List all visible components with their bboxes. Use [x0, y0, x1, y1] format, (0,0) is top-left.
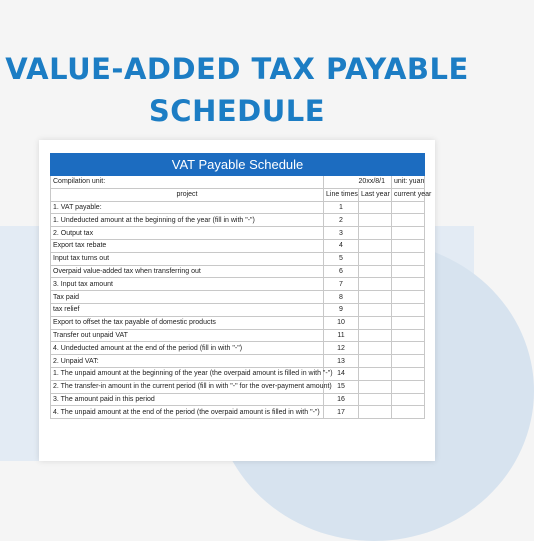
current-year-cell[interactable]	[392, 265, 425, 278]
project-cell[interactable]: 1. The unpaid amount at the beginning of the year (the overpaid amount is filled in with "-")	[51, 367, 324, 380]
header-current-year[interactable]: current year	[392, 188, 425, 201]
last-year-cell[interactable]	[359, 278, 392, 291]
line-number-cell[interactable]: 9	[324, 303, 359, 316]
table-meta-row	[51, 176, 425, 189]
table-row	[51, 239, 425, 252]
project-cell[interactable]: 4. The unpaid amount at the end of the period (the overpaid amount is filled in with "-")	[51, 406, 324, 419]
project-cell[interactable]: 1. VAT payable:	[51, 201, 324, 214]
page-title-line-1: VALUE-ADDED TAX PAYABLE	[5, 52, 469, 86]
current-year-cell[interactable]	[392, 406, 425, 419]
current-year-cell[interactable]	[392, 252, 425, 265]
current-year-cell[interactable]	[392, 316, 425, 329]
header-project[interactable]: project	[51, 188, 324, 201]
current-year-cell[interactable]	[392, 303, 425, 316]
line-number-cell[interactable]: 8	[324, 291, 359, 304]
line-number-cell[interactable]: 4	[324, 239, 359, 252]
last-year-cell[interactable]	[359, 201, 392, 214]
project-cell[interactable]: 4. Undeducted amount at the end of the period (fill in with "-")	[51, 342, 324, 355]
current-year-cell[interactable]	[392, 214, 425, 227]
project-cell[interactable]: Export to offset the tax payable of domestic products	[51, 316, 324, 329]
project-cell[interactable]: 2. Output tax	[51, 227, 324, 240]
project-cell[interactable]: Tax paid	[51, 291, 324, 304]
table-row	[51, 265, 425, 278]
header-line-times[interactable]: Line times	[324, 188, 359, 201]
last-year-cell[interactable]	[359, 239, 392, 252]
current-year-cell[interactable]	[392, 227, 425, 240]
last-year-cell[interactable]	[359, 380, 392, 393]
project-cell[interactable]: 3. The amount paid in this period	[51, 393, 324, 406]
project-cell[interactable]: 1. Undeducted amount at the beginning of the year (fill in with "-")	[51, 214, 324, 227]
line-number-cell[interactable]: 16	[324, 393, 359, 406]
table-title: VAT Payable Schedule	[51, 154, 425, 176]
last-year-cell[interactable]	[359, 291, 392, 304]
table-row	[51, 316, 425, 329]
page-title	[0, 48, 474, 132]
project-cell[interactable]: tax relief	[51, 303, 324, 316]
compilation-unit-label[interactable]: Compilation unit:	[51, 176, 324, 189]
last-year-cell[interactable]	[359, 252, 392, 265]
last-year-cell[interactable]	[359, 265, 392, 278]
line-number-cell[interactable]: 3	[324, 227, 359, 240]
line-number-cell[interactable]: 11	[324, 329, 359, 342]
table-row	[51, 367, 425, 380]
table-row	[51, 393, 425, 406]
line-number-cell[interactable]: 7	[324, 278, 359, 291]
current-year-cell[interactable]	[392, 329, 425, 342]
vat-table	[50, 153, 432, 419]
last-year-cell[interactable]	[359, 329, 392, 342]
current-year-cell[interactable]	[392, 278, 425, 291]
line-number-cell[interactable]: 6	[324, 265, 359, 278]
unit-cell[interactable]: unit: yuan	[392, 176, 425, 189]
line-number-cell[interactable]: 12	[324, 342, 359, 355]
last-year-cell[interactable]	[359, 316, 392, 329]
table-row	[51, 291, 425, 304]
project-cell[interactable]: Transfer out unpaid VAT	[51, 329, 324, 342]
project-cell[interactable]: Overpaid value-added tax when transferring out	[51, 265, 324, 278]
current-year-cell[interactable]	[392, 380, 425, 393]
current-year-cell[interactable]	[392, 291, 425, 304]
project-cell[interactable]: Export tax rebate	[51, 239, 324, 252]
spreadsheet-card	[39, 140, 435, 461]
current-year-cell[interactable]	[392, 201, 425, 214]
table-row	[51, 380, 425, 393]
line-number-cell[interactable]: 13	[324, 355, 359, 368]
line-number-cell[interactable]: 2	[324, 214, 359, 227]
table-row	[51, 355, 425, 368]
current-year-cell[interactable]	[392, 393, 425, 406]
line-number-cell[interactable]: 10	[324, 316, 359, 329]
line-number-cell[interactable]: 15	[324, 380, 359, 393]
line-number-cell[interactable]: 5	[324, 252, 359, 265]
line-number-cell[interactable]: 17	[324, 406, 359, 419]
last-year-cell[interactable]	[359, 393, 392, 406]
last-year-cell[interactable]	[359, 406, 392, 419]
table-row	[51, 278, 425, 291]
last-year-cell[interactable]	[359, 367, 392, 380]
table-row	[51, 214, 425, 227]
table-banner-row	[51, 154, 425, 176]
project-cell[interactable]: 2. Unpaid VAT:	[51, 355, 324, 368]
line-number-cell[interactable]: 1	[324, 201, 359, 214]
project-cell[interactable]: 2. The transfer-in amount in the current period (fill in with "-" for the over-payment amount)	[51, 380, 324, 393]
page-title-line-2: SCHEDULE	[148, 94, 326, 128]
header-last-year[interactable]: Last year	[359, 188, 392, 201]
table-row	[51, 252, 425, 265]
table-row	[51, 227, 425, 240]
line-number-cell[interactable]: 14	[324, 367, 359, 380]
last-year-cell[interactable]	[359, 227, 392, 240]
table-row	[51, 342, 425, 355]
table-row	[51, 406, 425, 419]
last-year-cell[interactable]	[359, 355, 392, 368]
project-cell[interactable]: Input tax turns out	[51, 252, 324, 265]
date-cell[interactable]: 20xx/8/1	[324, 176, 392, 189]
current-year-cell[interactable]	[392, 239, 425, 252]
last-year-cell[interactable]	[359, 342, 392, 355]
current-year-cell[interactable]	[392, 355, 425, 368]
last-year-cell[interactable]	[359, 214, 392, 227]
table-row	[51, 329, 425, 342]
last-year-cell[interactable]	[359, 303, 392, 316]
current-year-cell[interactable]	[392, 367, 425, 380]
table-row	[51, 201, 425, 214]
table-row	[51, 303, 425, 316]
project-cell[interactable]: 3. Input tax amount	[51, 278, 324, 291]
current-year-cell[interactable]	[392, 342, 425, 355]
table-header-row	[51, 188, 425, 201]
